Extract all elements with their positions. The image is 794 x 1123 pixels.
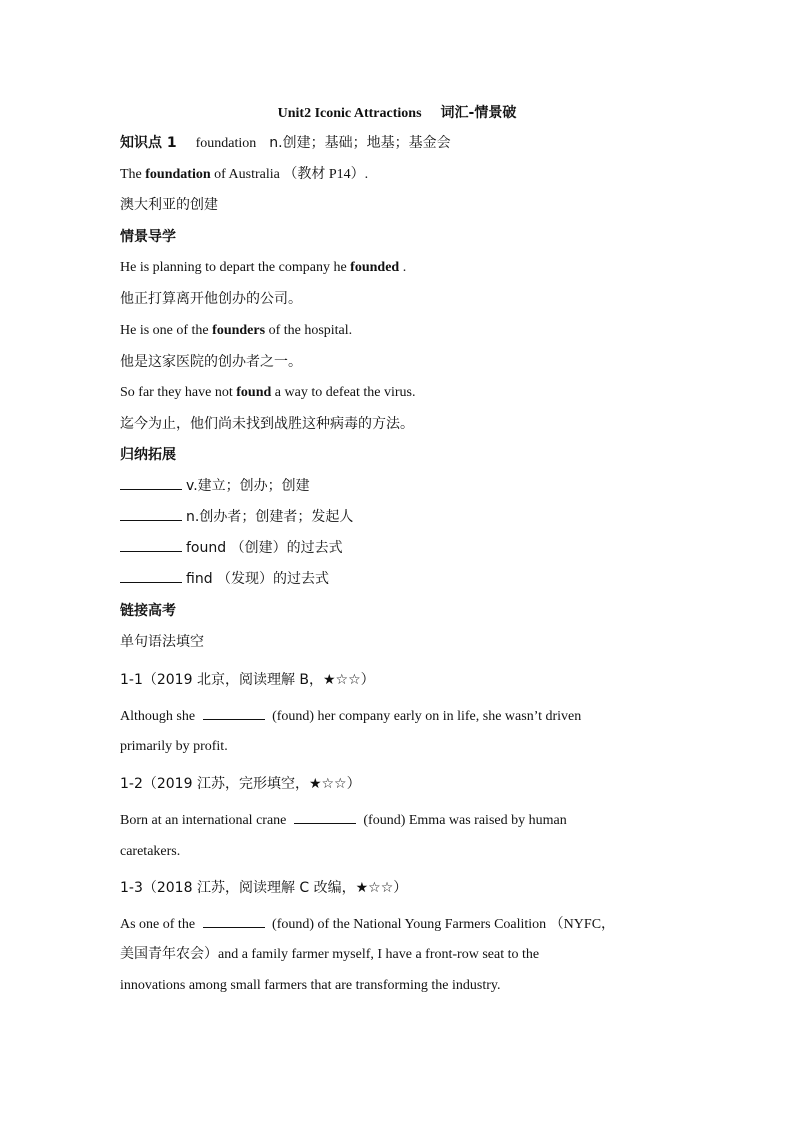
q3-post: (found) of the National Young Farmers Coalition （NYFC，: [268, 917, 616, 932]
answer-blank[interactable]: [120, 539, 182, 552]
knowledge-point-label: 知识点 1: [120, 135, 177, 151]
summary-item: [120, 570, 329, 589]
example-post: of Australia （教材 P14）.: [210, 167, 369, 182]
summary-item-text: n.创办者；创建者；发起人: [186, 509, 354, 525]
guide-translation-3: 迄今为止，他们尚未找到战胜这种病毒的方法。: [120, 416, 414, 432]
q1-pre: Although she: [120, 709, 199, 724]
summary-item: [120, 539, 343, 558]
gaokao-subheading: 单句语法填空: [120, 634, 204, 650]
guide-sentence-2: [120, 322, 352, 340]
summary-item-text: v.建立；创办；创建: [186, 478, 310, 494]
question-2-line-2: caretakers.: [120, 844, 181, 859]
guide-heading: 情景导学: [120, 229, 176, 245]
question-3-label: 1-3（2018 江苏，阅读理解 C 改编，★☆☆）: [120, 880, 408, 896]
question-1-line-1: [120, 707, 581, 726]
example-sentence: [120, 166, 368, 184]
guide-translation-1: 他正打算离开他创办的公司。: [120, 291, 302, 307]
guide-sentence-3: [120, 384, 416, 402]
q2-post: (found) Emma was raised by human: [359, 813, 567, 828]
summary-item-text: found （创建）的过去式: [186, 540, 343, 556]
s2-pre: He is one of the: [120, 323, 213, 338]
guide-translation-2: 他是这家医院的创办者之一。: [120, 354, 302, 370]
q2-pre: Born at an international crane: [120, 813, 290, 828]
example-bold: foundation: [145, 167, 211, 182]
summary-item-text: find （发现）的过去式: [186, 571, 330, 587]
s1-post: .: [399, 260, 407, 275]
question-3-line-3: innovations among small farmers that are transforming the industry.: [120, 978, 501, 993]
answer-blank[interactable]: [120, 477, 182, 490]
title-en: Unit2 Iconic Attractions: [277, 106, 422, 121]
s3-pre: So far they have not: [120, 385, 237, 400]
question-1-label: 1-1（2019 北京，阅读理解 B，★☆☆）: [120, 672, 375, 688]
page-title: [0, 102, 794, 122]
s2-post: of the hospital.: [265, 323, 353, 338]
answer-blank[interactable]: [294, 811, 356, 824]
example-translation: 澳大利亚的创建: [120, 197, 218, 213]
knowledge-word: foundation: [195, 136, 257, 151]
summary-heading: 归纳拓展: [120, 447, 176, 463]
question-3-line-1: [120, 915, 615, 934]
summary-item: [120, 508, 353, 527]
question-2-label: 1-2（2019 江苏，完形填空，★☆☆）: [120, 776, 361, 792]
answer-blank[interactable]: [120, 570, 182, 583]
s3-bold: found: [236, 385, 272, 400]
s1-pre: He is planning to depart the company he: [120, 260, 351, 275]
gaokao-heading: 链接高考: [120, 603, 176, 619]
example-pre: The: [120, 167, 146, 182]
question-2-line-1: [120, 811, 567, 830]
s3-post: a way to defeat the virus.: [271, 385, 416, 400]
knowledge-point-line: [120, 134, 451, 153]
question-3-line-2: 美国青年农会）and a family farmer myself, I have a front-row seat to the: [120, 947, 540, 962]
knowledge-meaning: n.创建；基础；地基；基金会: [269, 135, 451, 151]
title-cn: 词汇-情景破: [440, 105, 517, 121]
q3-pre: As one of the: [120, 917, 199, 932]
question-1-line-2: primarily by profit.: [120, 739, 228, 754]
s1-bold: founded: [350, 260, 400, 275]
answer-blank[interactable]: [203, 707, 265, 720]
s2-bold: founders: [212, 323, 266, 338]
answer-blank[interactable]: [203, 915, 265, 928]
summary-item: [120, 477, 310, 496]
q1-post: (found) her company early on in life, she wasn’t driven: [268, 709, 582, 724]
answer-blank[interactable]: [120, 508, 182, 521]
guide-sentence-1: [120, 259, 406, 277]
